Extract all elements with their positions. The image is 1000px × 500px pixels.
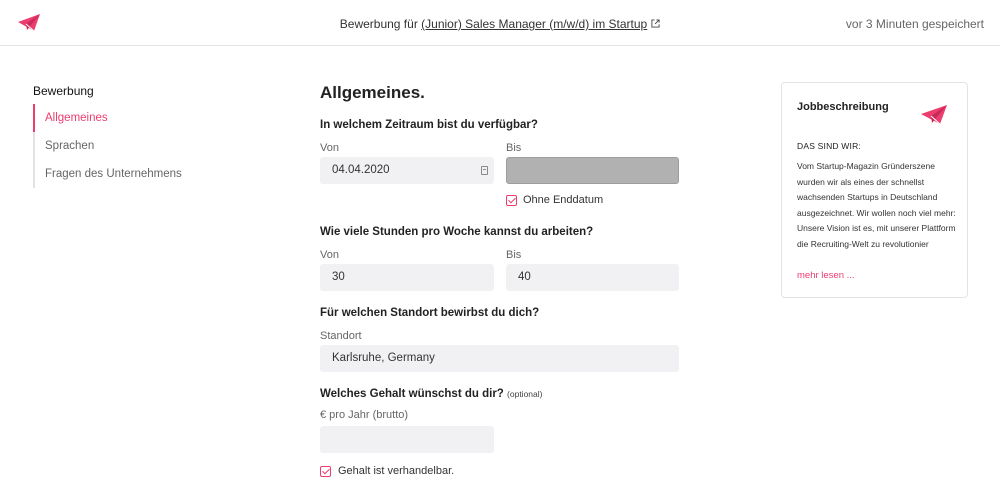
external-link-icon[interactable] <box>651 19 660 28</box>
availability-from-input[interactable] <box>320 157 494 184</box>
salary-negotiable-checkbox[interactable] <box>320 466 331 477</box>
salary-label: € pro Jahr (brutto) <box>320 409 409 421</box>
nav-item-fragen[interactable]: Fragen des Unternehmens <box>45 168 182 180</box>
card-section-heading: DAS SIND WIR: <box>797 141 861 151</box>
save-status: vor 3 Minuten gespeichert <box>845 17 984 31</box>
page-title: Allgemeines. <box>320 83 425 102</box>
salary-negotiable-label[interactable]: Gehalt ist verhandelbar. <box>338 465 455 477</box>
title-prefix: Bewerbung für <box>339 17 422 31</box>
location-input[interactable]: Karlsruhe, Germany <box>320 345 679 372</box>
availability-to-label: Bis <box>506 142 522 154</box>
nav-title: Bewerbung <box>33 84 94 98</box>
hours-from-input[interactable]: 30 <box>320 264 494 291</box>
salary-question-text: Welches Gehalt wünschst du dir? <box>320 388 504 400</box>
optional-hint: (optional) <box>507 389 543 399</box>
availability-from-label: Von <box>320 142 339 154</box>
card-title: Jobbeschreibung <box>797 101 889 113</box>
calendar-icon[interactable] <box>481 166 488 175</box>
read-more-link[interactable]: mehr lesen ... <box>797 270 855 281</box>
availability-from-value: 04.04.2020 <box>332 164 390 176</box>
location-label: Standort <box>320 330 362 342</box>
job-title-link[interactable]: (Junior) Sales Manager (m/w/d) im Startup <box>421 17 648 31</box>
paper-plane-icon <box>920 104 948 126</box>
no-end-date-label[interactable]: Ohne Enddatum <box>523 194 604 206</box>
salary-question <box>320 388 542 400</box>
hours-to-input[interactable]: 40 <box>506 264 679 291</box>
hours-from-label: Von <box>320 249 339 261</box>
no-end-date-checkbox[interactable] <box>506 195 517 206</box>
nav-item-sprachen[interactable]: Sprachen <box>45 140 95 152</box>
job-description-card <box>781 82 968 298</box>
nav-item-allgemeines[interactable]: Allgemeines <box>33 104 193 132</box>
availability-to-input <box>506 157 679 184</box>
location-question: Für welchen Standort bewirbst du dich? <box>320 307 540 319</box>
salary-input[interactable] <box>320 426 494 453</box>
hours-to-label: Bis <box>506 249 522 261</box>
card-description: Vom Startup-Magazin Gründerszene wurden wir als eines der schnellst wachsenden Startups in Deutschland ausgezeichnet. Wir wollen noch viel mehr: Unsere Vision ist es, mit unserer Plattform die Recruiting-Welt zu revolutionier <box>797 161 956 249</box>
section-nav <box>33 104 193 188</box>
top-bar <box>0 0 1000 46</box>
hours-question: Wie viele Stunden pro Woche kannst du arbeiten? <box>320 226 594 238</box>
availability-question: In welchem Zeitraum bist du verfügbar? <box>320 119 538 131</box>
